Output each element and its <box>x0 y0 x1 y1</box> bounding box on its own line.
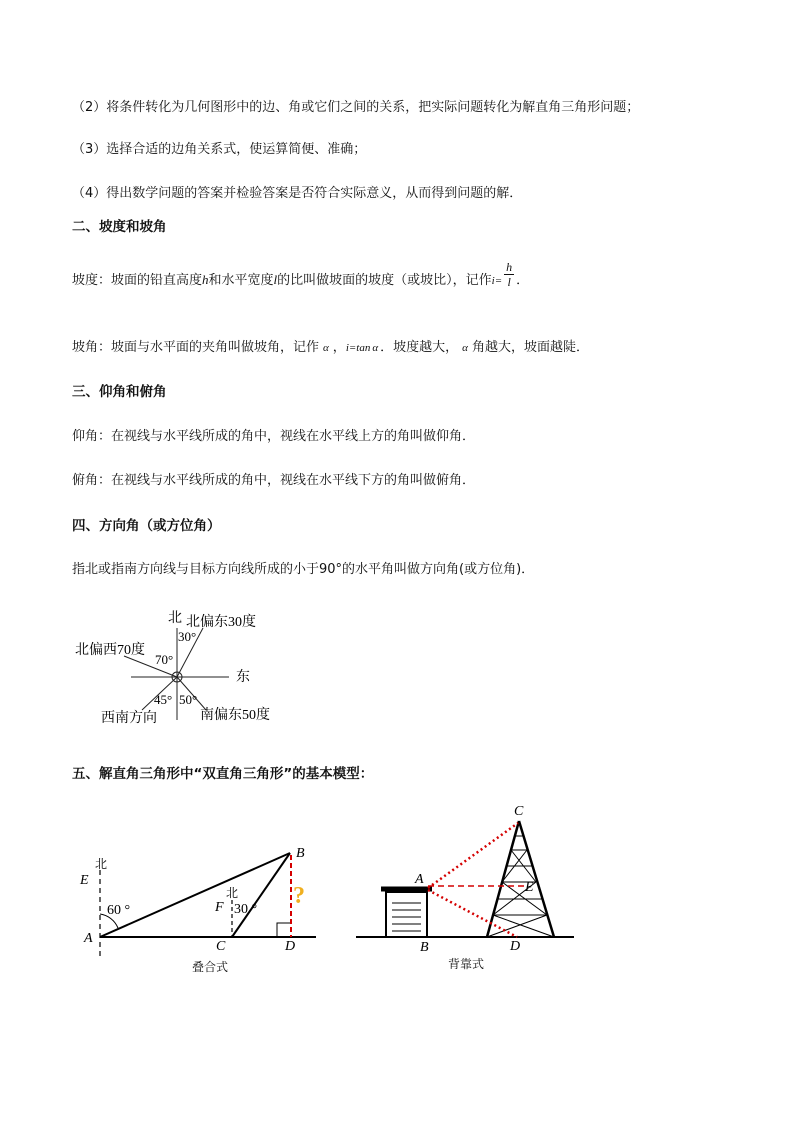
point-E-tower: E <box>525 880 534 895</box>
step-4: （4）得出数学问题的答案并检验答案是否符合实际意义，从而得到问题的解． <box>72 186 523 201</box>
angle-30-label: 30 ° <box>234 902 258 917</box>
fig1-north-C: 北 <box>226 886 239 900</box>
step-2: （2）将条件转化为几何图形中的边、角或它们之间的关系，把实际问题转化为解直角三角形问题； <box>72 100 640 115</box>
tan-formula: i=tan <box>345 342 371 354</box>
sight-line-AD <box>428 890 517 937</box>
angle-45: 45° <box>154 692 173 707</box>
alpha-3: α <box>462 342 468 354</box>
fraction-numerator: h <box>506 260 513 274</box>
depression-definition: 俯角：在视线与水平线所成的角中，视线在水平线下方的角叫做俯角． <box>72 473 476 488</box>
fig1-caption: 叠合式 <box>192 960 229 974</box>
compass-east: 东 <box>236 670 250 685</box>
point-E: E <box>80 873 89 888</box>
point-F: F <box>215 900 224 915</box>
formula-i: i= <box>491 275 503 287</box>
building-body <box>386 892 427 937</box>
point-A: A <box>84 931 93 946</box>
label-se50: 南偏东50度 <box>200 708 270 723</box>
sight-lines <box>428 823 518 937</box>
elevation-definition: 仰角：在视线与水平线所成的角中，视线在水平线上方的角叫做仰角． <box>72 429 476 444</box>
alpha-1: α <box>323 342 329 354</box>
point-A-building: A <box>415 872 424 887</box>
angle-text-2: ， <box>332 340 346 355</box>
point-B: B <box>296 846 305 861</box>
label-sw: 西南方向 <box>101 711 157 726</box>
label-ne30: 北偏东30度 <box>186 615 256 630</box>
section-3-title: 三、仰角和俯角 <box>72 384 167 400</box>
angle-text-4: 角越大，坡面越陡． <box>471 340 589 355</box>
slope-text-2: 和水平宽度 <box>208 273 274 288</box>
point-D: D <box>285 939 296 954</box>
angle-30: 30° <box>178 629 197 644</box>
angle-60-label: 60 ° <box>107 903 131 918</box>
angle-50: 50° <box>179 692 198 707</box>
point-C-tower: C <box>514 804 524 819</box>
step-3: （3）选择合适的边角关系式，使运算简便、准确； <box>72 142 367 157</box>
compass-north: 北 <box>168 611 182 626</box>
slope-text-end: ． <box>516 273 530 288</box>
angle-text-1: 坡角：坡面与水平面的夹角叫做坡角，记作 <box>72 340 320 355</box>
slope-text-3: 的比叫做坡面的坡度（或坡比），记作 <box>277 273 492 288</box>
angle-70: 70° <box>155 652 174 667</box>
point-D-ground: D <box>510 939 521 954</box>
section-2-title: 二、坡度和坡角 <box>72 219 167 235</box>
building-windows <box>392 903 421 931</box>
fig2-caption: 背靠式 <box>448 957 485 971</box>
slope-text-1: 坡度：坡面的铅直高度 <box>72 273 203 288</box>
point-C: C <box>216 939 226 954</box>
point-B-ground: B <box>420 940 429 955</box>
direction-angle-definition: 指北或指南方向线与目标方向线所成的小于90°的水平角叫做方向角(或方位角)． <box>72 562 535 577</box>
unknown-height-mark: ? <box>293 883 305 909</box>
label-nw70: 北偏西70度 <box>75 643 145 658</box>
angle-text-3: ．坡度越大， <box>380 340 459 355</box>
alpha-2: α <box>372 342 379 354</box>
var-l: l <box>273 272 278 287</box>
section-5-title: 五、解直角三角形中“双直角三角形”的基本模型： <box>72 766 374 782</box>
tower-left-leg <box>487 821 519 937</box>
var-h: h <box>202 272 209 287</box>
fraction-denominator: l <box>507 275 511 289</box>
section-4-title: 四、方向角（或方位角） <box>72 518 221 534</box>
fig1-north-A: 北 <box>95 857 108 871</box>
tower-right-leg <box>519 821 554 937</box>
